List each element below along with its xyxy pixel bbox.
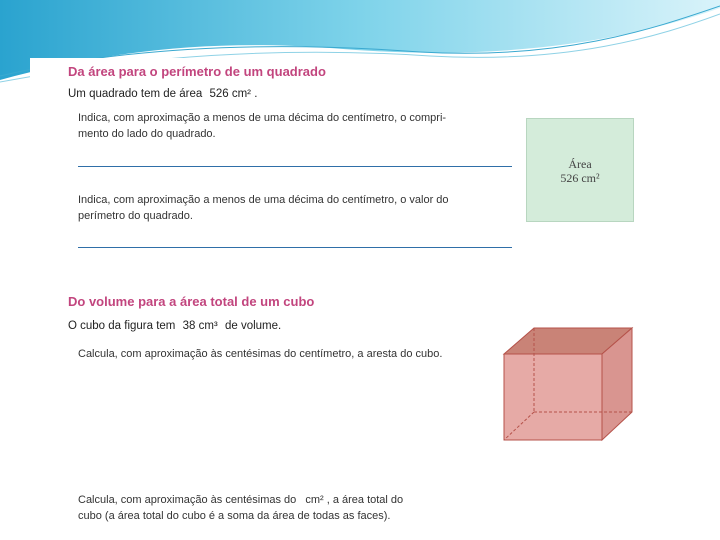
section2-task2-unit: cm²	[305, 494, 324, 506]
section1-task1-line1: Indica, com aproximação a menos de uma décima do centímetro, o compri-	[78, 112, 447, 124]
section2-statement	[68, 320, 281, 332]
section2-statement-end: de volume.	[224, 320, 282, 332]
section2-task1: Calcula, com aproximação às centésimas do centímetro, a aresta do cubo.	[78, 348, 443, 360]
section2-task2	[78, 492, 403, 524]
section1-task2	[78, 192, 449, 224]
cube-figure	[500, 324, 636, 442]
section2-task2-rest: , a área total do	[326, 494, 404, 506]
section1-task2-line1: Indica, com aproximação a menos de uma décima do centímetro, o valor do	[78, 194, 449, 206]
worksheet	[30, 58, 666, 528]
section1-task1-line2: mento do lado do quadrado.	[78, 128, 216, 140]
volume-value: 38 cm³	[182, 320, 218, 332]
section2-task2-line2: cubo (a área total do cubo é a soma da área de todas as faces).	[78, 510, 391, 522]
section2-task2-text: Calcula, com aproximação às centésimas do	[78, 494, 297, 506]
answer-line-2	[78, 247, 512, 248]
section1-statement	[68, 88, 257, 100]
section1-title: Da área para o perímetro de um quadrado	[68, 64, 326, 79]
section2-statement-text: O cubo da figura tem	[68, 320, 176, 332]
section1-statement-end: .	[254, 88, 258, 100]
section2-task2-line1	[78, 492, 403, 508]
area-value: 526 cm²	[209, 88, 251, 100]
section1-task1	[78, 110, 446, 142]
section1-statement-text: Um quadrado tem de área	[68, 88, 203, 100]
area-figure-value: 526 cm²	[560, 171, 600, 185]
answer-line-1	[78, 166, 512, 167]
section1-task2-line2: perímetro do quadrado.	[78, 210, 193, 222]
square-area-figure	[526, 118, 634, 222]
area-figure-label: Área	[568, 157, 592, 171]
section2-title: Do volume para a área total de um cubo	[68, 294, 315, 309]
